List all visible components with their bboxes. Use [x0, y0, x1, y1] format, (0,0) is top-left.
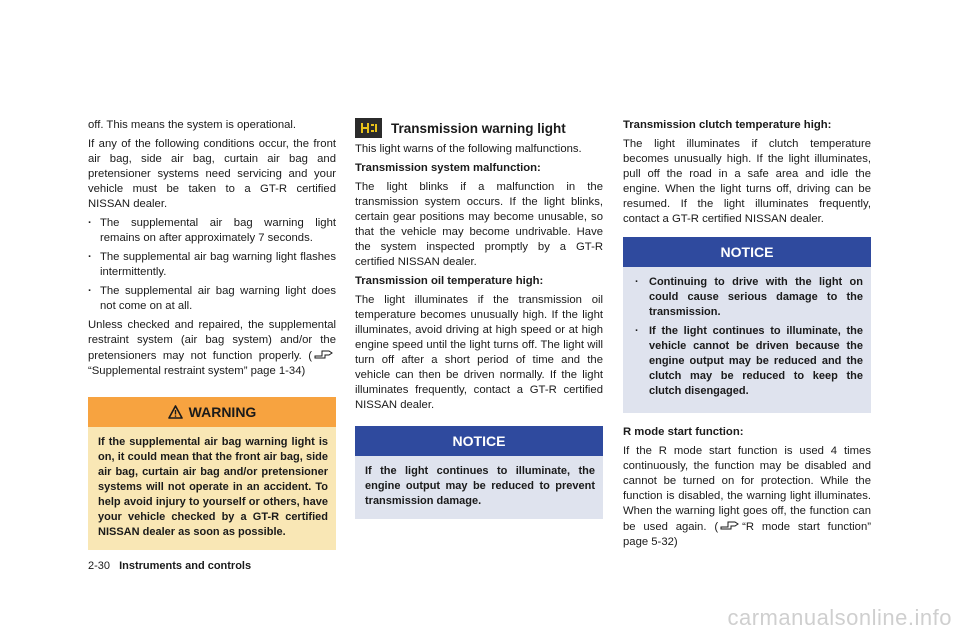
- reference-link[interactable]: “R mode start function” page 5-32): [623, 520, 872, 548]
- list-item: . The supplemental air bag warning light flashes intermittently.: [88, 250, 336, 280]
- pointing-hand-icon: [314, 348, 334, 364]
- paragraph-unless-checked-text: Unless checked and repaired, the supplemental restraint system (air bag system) and/or the pretensioners may not function properly.: [88, 319, 336, 362]
- transmission-warning-icon: [355, 118, 382, 138]
- paragraph-unless-checked: [88, 318, 336, 379]
- warning-header: [88, 397, 336, 427]
- list-item: . The supplemental air bag warning light remains on after approximately 7 seconds.: [88, 216, 336, 246]
- notice-header: NOTICE: [355, 426, 603, 456]
- warning-box: [88, 397, 336, 550]
- list-item: . If the light continues to illuminate, the vehicle cannot be driven because the engine output may be reduced and the clutch may be reduced to keep the clutch disengaged.: [633, 324, 863, 399]
- warning-triangle-icon: [168, 405, 183, 419]
- subheading-r-mode: R mode start function:: [623, 426, 744, 438]
- intro-text: This light warns of the following malfunctions.: [355, 143, 582, 155]
- list-item: . The supplemental air bag warning light does not come on at all.: [88, 284, 336, 314]
- notice-body: If the light continues to illuminate, the engine output may be reduced to prevent transmission damage.: [365, 465, 595, 507]
- ref-open: (: [308, 349, 313, 362]
- column-right: [623, 118, 871, 554]
- notice-header: NOTICE: [623, 237, 871, 267]
- subheading-clutch-temperature: Transmission clutch temperature high:: [623, 119, 832, 131]
- paragraph-conditions: If any of the following conditions occur, the front air bag, side air bag, curtain air bag and pretensioner systems need servicing and your vehicle must be taken to a GT-R certified NISSAN dealer.: [88, 138, 336, 210]
- reference-link[interactable]: “Supplemental restraint system” page 1-34): [88, 365, 306, 377]
- section-title: Transmission warning light: [391, 120, 566, 136]
- paragraph-oil-temperature: The light illuminates if the transmission oil temperature becomes unusually high. If the light illuminates, avoid driving at high speed or at high engine speed until the light turns off. The light will turn off after a short period of time and the vehicle can then be driven normally. If the light illuminates frequently, contact a GT-R certified NISSAN dealer.: [355, 294, 603, 411]
- paragraph-clutch-temperature: The light illuminates if clutch temperature becomes unusually high. If the light illuminates, pull off the road in a safe area and idle the engine. When the light turns off, driving can be resumed. If the light illuminates frequently, contact a GT-R certified NISSAN dealer.: [623, 138, 871, 225]
- paragraph-operational: off. This means the system is operational.: [88, 119, 297, 131]
- paragraph-system-malfunction: The light blinks if a malfunction in the transmission system occurs. If the light blinks, certain gear positions may become unusable, so that the vehicle may become undrivable. Have the system inspected promptly by a GT-R certified NISSAN dealer.: [355, 181, 603, 268]
- notice-list: [633, 275, 863, 399]
- subheading-oil-temperature: Transmission oil temperature high:: [355, 275, 544, 287]
- paragraph-r-mode-text: If the R mode start function is used 4 times continuously, the function may be disabled and cannot be turned on for protection. While the function is disabled, the warning light illuminates. When the warning light goes off, the function can be used again.: [623, 445, 871, 533]
- column-middle: [355, 118, 603, 519]
- notice-box: [623, 237, 871, 413]
- subheading-system-malfunction: Transmission system malfunction:: [355, 162, 541, 174]
- notice-box: [355, 426, 603, 519]
- paragraph-r-mode: [623, 444, 871, 550]
- page-number: 2-30: [88, 560, 111, 572]
- watermark: carmanualsonline.info: [727, 605, 952, 630]
- list-item: . Continuing to drive with the light on could cause serious damage to the transmission.: [633, 275, 863, 320]
- ref-open: (: [714, 520, 719, 533]
- warning-body: If the supplemental air bag warning light is on, it could mean that the front air bag, side air bag, curtain air bag and/or pretensioner systems will not operate in an accident. To help avoid injury to yourself or others, have your vehicle checked by a GT-R certified NISSAN dealer as soon as possible.: [98, 436, 328, 538]
- column-left: [88, 118, 336, 550]
- warning-title: WARNING: [188, 403, 257, 420]
- transmission-heading: [355, 118, 603, 138]
- notice-body: [623, 267, 871, 413]
- page-footer: [88, 560, 251, 572]
- section-name: Instruments and controls: [119, 560, 252, 572]
- conditions-list: [88, 216, 336, 314]
- pointing-hand-icon: [720, 519, 740, 535]
